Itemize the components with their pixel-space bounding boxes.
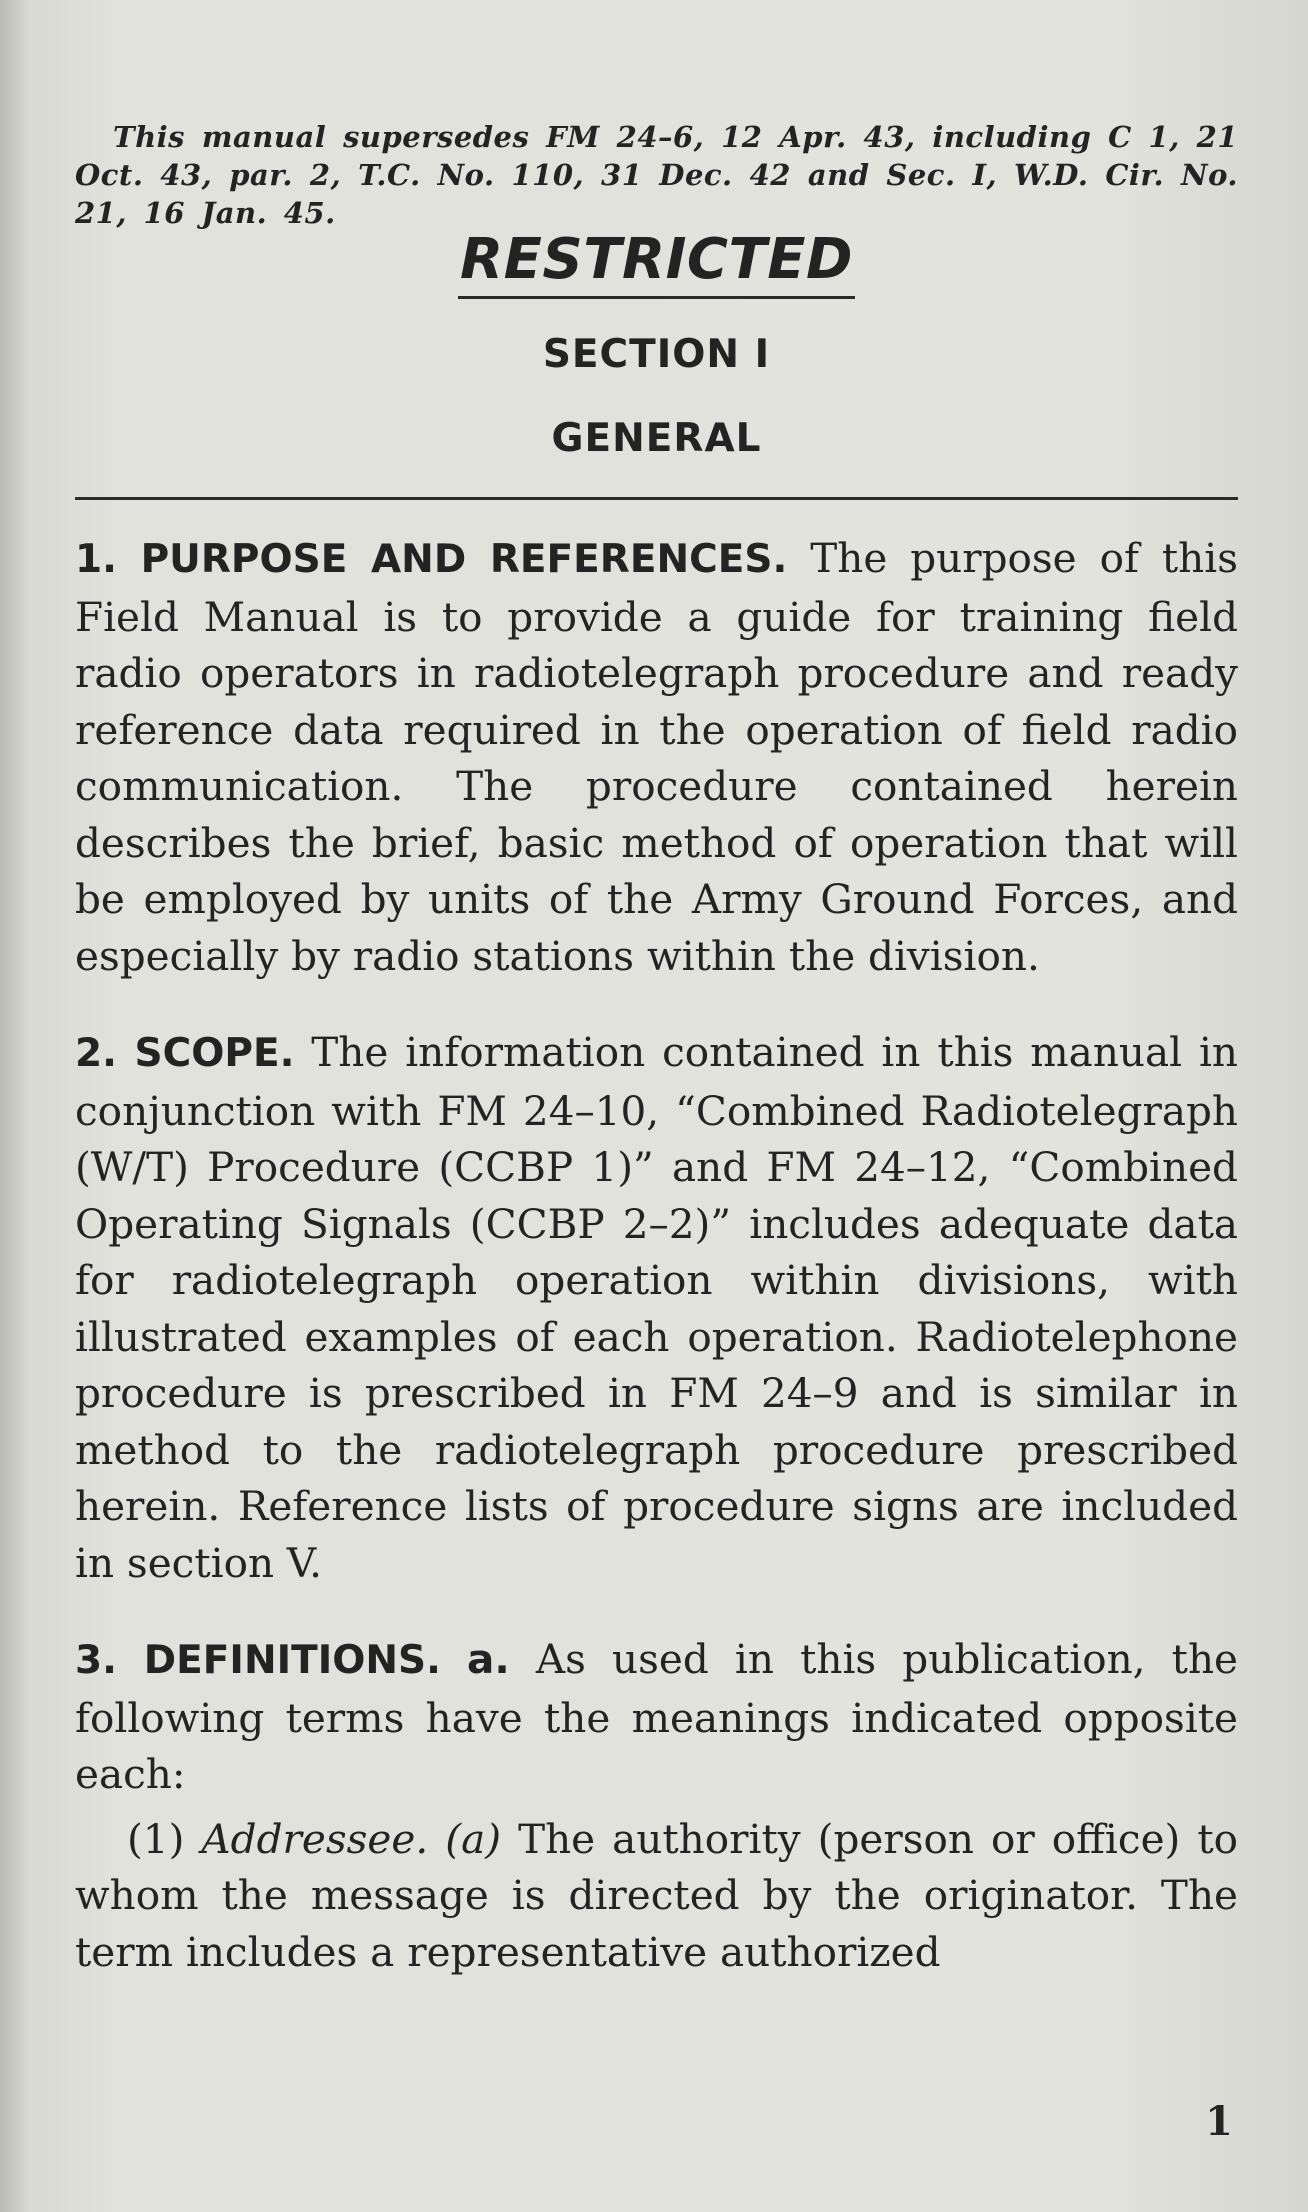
definition-term: Addressee. <box>201 1814 429 1863</box>
subparagraph-label: a. <box>467 1635 510 1683</box>
supersedes-note-text: This manual supersedes FM 24–6, 12 Apr. 43, including C 1, 21 Oct. 43, par. 2, T.C. No. 110, 31 Dec. 42 and Sec. I, W.D. Cir. No. 21, 16 Jan. 45. <box>75 120 1238 230</box>
paragraph-text: As used in this publication, the following terms have the meanings indicated opposite each: <box>75 1635 1238 1798</box>
definition-text: The authority (person or office) to whom the message is directed by the originator. The term includes a representative authorized <box>75 1814 1239 1976</box>
definition-addressee <box>75 1811 1238 1981</box>
section-title: SECTION I <box>542 332 771 377</box>
definition-number: (1) <box>127 1814 185 1863</box>
paragraph-purpose <box>75 530 1238 984</box>
paragraph-definitions <box>75 1631 1238 1803</box>
page-content <box>75 118 1238 1980</box>
page-number: 1 <box>1205 2098 1233 2145</box>
paragraph-heading: 1. PURPOSE AND REFERENCES. <box>75 537 788 582</box>
section-name: GENERAL <box>551 416 762 461</box>
paragraph-scope <box>75 1024 1238 1591</box>
paragraph-text: The purpose of this Field Manual is to provide a guide for training field radio operators in radiotelegraph procedure and ready reference data required in the operation of field radio communication. The procedure contained herein describes the brief, basic method of operation that will be employed by units of the Army Ground Forces, and especially by radio stations within the division. <box>75 534 1239 980</box>
paragraph-heading: 3. DEFINITIONS. <box>75 1638 441 1683</box>
paragraph-heading: 2. SCOPE. <box>75 1031 295 1076</box>
paragraph-text: The information contained in this manual in conjunction with FM 24–10, “Combined Radiotelegraph (W/T) Procedure (CCBP 1)” and FM 24–12, “Combined Operating Signals (CCBP 2–2)” includes adequate data for radiotelegraph operation within divisions, with illustrated examples of each operation. Radiotelephone procedure is prescribed in FM 24–9 and is similar in method to the radiotelegraph procedure prescribed herein. Reference lists of procedure signs are included in section V. <box>75 1028 1238 1587</box>
definition-sub-label: (a) <box>445 1814 502 1863</box>
section-divider <box>75 497 1238 500</box>
supersedes-note <box>75 118 1238 232</box>
classification-banner <box>75 228 1238 299</box>
classification-label: RESTRICTED <box>458 228 855 299</box>
